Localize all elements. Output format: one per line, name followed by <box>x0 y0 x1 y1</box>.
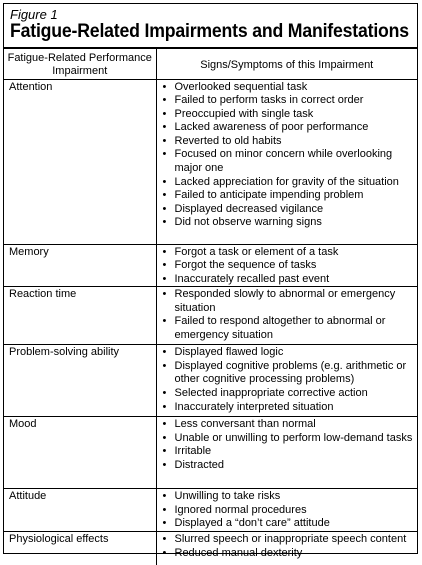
signs-list <box>163 490 416 531</box>
sign-item: • Selected inappropriate corrective action <box>163 387 416 401</box>
sign-item: • Responded slowly to abnormal or emergency situation <box>163 288 416 315</box>
sign-item: • Unwilling to take risks <box>163 490 416 504</box>
impairment-category: Attitude <box>4 489 156 532</box>
signs-cell <box>156 79 417 244</box>
signs-cell <box>156 489 417 532</box>
sign-item: • Irritable <box>163 445 416 459</box>
table-row <box>4 489 417 532</box>
sign-item: • Displayed decreased vigilance <box>163 203 416 217</box>
impairments-table <box>4 49 417 565</box>
sign-item: • Lacked awareness of poor performance <box>163 121 416 135</box>
sign-item: • Reverted to old habits <box>163 135 416 149</box>
sign-item: • Lacked appreciation for gravity of the situation <box>163 176 416 190</box>
impairment-category: Mood <box>4 417 156 489</box>
signs-list <box>163 246 416 287</box>
sign-item: • Forgot the sequence of tasks <box>163 259 416 273</box>
impairment-category: Reaction time <box>4 287 156 345</box>
sign-item: • Distracted <box>163 459 416 473</box>
sign-item: • Preoccupied with single task <box>163 108 416 122</box>
impairment-category: Attention <box>4 79 156 244</box>
table-row <box>4 244 417 287</box>
signs-cell <box>156 417 417 489</box>
sign-item: • Failed to perform tasks in correct order <box>163 94 416 108</box>
table-row <box>4 532 417 565</box>
signs-cell <box>156 287 417 345</box>
signs-cell <box>156 345 417 417</box>
sign-item: • Failed to respond altogether to abnormal or emergency situation <box>163 315 416 342</box>
impairment-category: Physiological effects <box>4 532 156 565</box>
figure-label: Figure 1 <box>10 7 58 22</box>
impairment-category: Memory <box>4 244 156 287</box>
signs-list <box>163 346 416 414</box>
table-row <box>4 345 417 417</box>
table-row <box>4 287 417 345</box>
impairment-category: Problem-solving ability <box>4 345 156 417</box>
sign-item: • Forgot a task or element of a task <box>163 246 416 260</box>
figure-frame <box>3 3 418 559</box>
sign-item: • Did not observe warning signs <box>163 216 416 230</box>
sign-item: • Ignored normal procedures <box>163 504 416 518</box>
signs-cell <box>156 244 417 287</box>
signs-list <box>163 288 416 342</box>
signs-list <box>163 533 416 560</box>
table-header-row <box>4 49 417 79</box>
figure-title: Fatigue-Related Impairments and Manifestations <box>10 21 409 42</box>
signs-cell <box>156 532 417 565</box>
sign-item: • Inaccurately recalled past event <box>163 273 416 287</box>
signs-list <box>163 418 416 472</box>
sign-item: • Reduced manual dexterity <box>163 547 416 561</box>
signs-list <box>163 81 416 231</box>
sign-item: • Focused on minor concern while overlooking major one <box>163 148 416 175</box>
sign-item: • Slurred speech or inappropriate speech content <box>163 533 416 547</box>
table-row <box>4 417 417 489</box>
sign-item: • Less conversant than normal <box>163 418 416 432</box>
sign-item: • Failed to anticipate impending problem <box>163 189 416 203</box>
table-row <box>4 79 417 244</box>
header-signs: Signs/Symptoms of this Impairment <box>156 49 417 79</box>
sign-item: • Unable or unwilling to perform low-demand tasks <box>163 432 416 446</box>
header-impairment: Fatigue-Related Performance Impairment <box>4 49 156 79</box>
sign-item: • Displayed cognitive problems (e.g. arithmetic or other cognitive processing problems) <box>163 360 416 387</box>
sign-item: • Displayed flawed logic <box>163 346 416 360</box>
sign-item: • Overlooked sequential task <box>163 81 416 95</box>
sign-item: • Displayed a “don’t care” attitude <box>163 517 416 531</box>
sign-item: • Inaccurately interpreted situation <box>163 401 416 415</box>
